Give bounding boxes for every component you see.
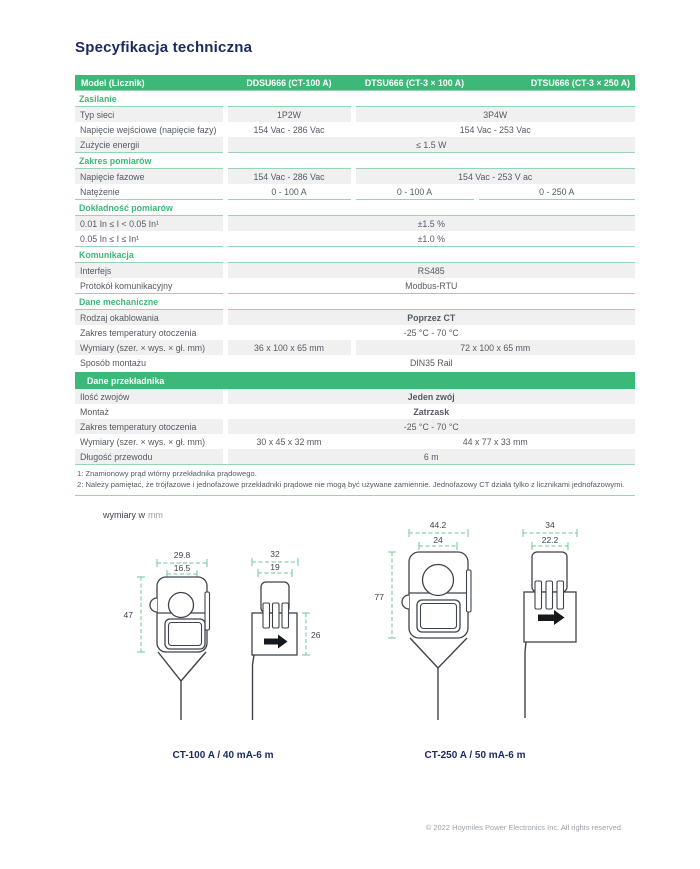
- row-value: 44 x 77 x 33 mm: [353, 434, 635, 449]
- spec-table: [75, 75, 635, 464]
- row-value: 154 Vac - 286 Vac: [225, 169, 353, 185]
- dimension-label: 19: [270, 562, 280, 572]
- spec-section: [75, 75, 635, 496]
- dimension-label: 47: [123, 610, 133, 620]
- ct100-front-view: [124, 550, 210, 720]
- dimension-label: 44.2: [429, 520, 447, 530]
- row-label: Napięcie wejściowe (napięcie fazy): [75, 122, 225, 137]
- row-value: -25 °C - 70 °C: [225, 419, 635, 434]
- row-label: Wymiary (szer. × wys. × gł. mm): [75, 434, 225, 449]
- dimension-label: 24: [433, 535, 443, 545]
- row-value: -25 °C - 70 °C: [225, 325, 635, 340]
- dimension-label: 16.5: [173, 563, 191, 573]
- row-value: 3P4W: [353, 107, 635, 123]
- spec-row: [75, 340, 635, 355]
- row-value: 72 x 100 x 65 mm: [353, 340, 635, 355]
- row-label: Ilość zwojów: [75, 389, 225, 404]
- spec-row: [75, 169, 635, 185]
- section-title: Dane mechaniczne: [75, 294, 635, 310]
- row-value: 0 - 250 A: [476, 184, 635, 200]
- spec-row: [75, 137, 635, 153]
- row-value: 154 Vac - 253 V ac: [353, 169, 635, 185]
- header-ddsu666: DDSU666 (CT-100 A): [225, 75, 353, 91]
- row-value: Jeden zwój: [225, 389, 635, 404]
- dimension-label: 26: [311, 630, 321, 640]
- section-title-row: [75, 247, 635, 263]
- row-value: 0 - 100 A: [225, 184, 353, 200]
- section-title-row: [75, 91, 635, 107]
- spec-row: [75, 404, 635, 419]
- row-value: 0 - 100 A: [353, 184, 476, 200]
- row-value: 6 m: [225, 449, 635, 464]
- ct100-side-view: [252, 549, 321, 720]
- row-label: Interfejs: [75, 263, 225, 279]
- section-title-row: [75, 200, 635, 216]
- header-dtsu666-250: DTSU666 (CT-3 × 250 A): [476, 75, 635, 91]
- row-value: Modbus-RTU: [225, 278, 635, 294]
- row-value: RS485: [225, 263, 635, 279]
- spec-row: [75, 263, 635, 279]
- row-label: Wymiary (szer. × wys. × gł. mm): [75, 340, 225, 355]
- row-value: ≤ 1.5 W: [225, 137, 635, 153]
- row-value: Poprzez CT: [225, 310, 635, 326]
- header-dtsu666-100: DTSU666 (CT-3 × 100 A): [353, 75, 476, 91]
- row-label: 0.05 In ≤ I ≤ In¹: [75, 231, 225, 247]
- dimension-label: 32: [270, 549, 280, 559]
- spec-row: [75, 107, 635, 123]
- dimension-label: 77: [374, 592, 384, 602]
- section-title-row: [75, 371, 635, 389]
- footnote-1: 1: Znamionowy prąd wtórny przekładnika prądowego.: [77, 469, 257, 478]
- diagram-caption-ct100: CT-100 A / 40 mA-6 m: [172, 750, 274, 761]
- ct250-side-view: [523, 520, 577, 718]
- row-value: 36 x 100 x 65 mm: [225, 340, 353, 355]
- section-title-row: [75, 294, 635, 310]
- header-model: Model (Licznik): [75, 75, 225, 91]
- section-title: Dane przekładnika: [75, 371, 635, 389]
- row-label: Montaż: [75, 404, 225, 419]
- row-label: Długość przewodu: [75, 449, 225, 464]
- spec-row: [75, 231, 635, 247]
- spec-row: [75, 355, 635, 371]
- section-title: Zakres pomiarów: [75, 153, 635, 169]
- spec-row: [75, 419, 635, 434]
- footnote-2: 2: Należy pamiętać, że trójfazowe i jednofazowe przekładniki prądowe nie mogą być używane zamiennie. Jednofazowy CT działa tylko z licznikami jednofazowymi.: [77, 480, 625, 489]
- row-value: ±1.0 %: [225, 231, 635, 247]
- row-label: Sposób montażu: [75, 355, 225, 371]
- row-label: Zużycie energii: [75, 137, 225, 153]
- row-value: ±1.5 %: [225, 216, 635, 232]
- spec-row: [75, 184, 635, 200]
- section-title: Dokładność pomiarów: [75, 200, 635, 216]
- copyright-notice: © 2022 Hoymiles Power Electronics Inc. All rights reserved.: [425, 823, 623, 832]
- page-title: Specyfikacja techniczna: [75, 39, 253, 56]
- footnotes: [75, 464, 635, 496]
- section-title-row: [75, 153, 635, 169]
- dimension-label: 34: [545, 520, 555, 530]
- row-value: DIN35 Rail: [225, 355, 635, 371]
- table-header-row: [75, 75, 635, 91]
- spec-row: [75, 310, 635, 326]
- row-value: 1P2W: [225, 107, 353, 123]
- diagram-caption-ct250: CT-250 A / 50 mA-6 m: [424, 750, 526, 761]
- units-text: wymiary w: [103, 510, 145, 520]
- row-label: Protokół komunikacyjny: [75, 278, 225, 294]
- row-label: Rodzaj okablowania: [75, 310, 225, 326]
- section-title: Zasilanie: [75, 91, 635, 107]
- spec-row: [75, 325, 635, 340]
- section-title: Komunikacja: [75, 247, 635, 263]
- dimension-label: 29.8: [173, 550, 191, 560]
- spec-row: [75, 449, 635, 464]
- dimension-diagrams: [55, 505, 675, 815]
- row-label: Zakres temperatury otoczenia: [75, 325, 225, 340]
- spec-row: [75, 122, 635, 137]
- row-value: 154 Vac - 253 Vac: [353, 122, 635, 137]
- row-label: Typ sieci: [75, 107, 225, 123]
- row-label: Natężenie: [75, 184, 225, 200]
- row-label: Zakres temperatury otoczenia: [75, 419, 225, 434]
- row-value: 154 Vac - 286 Vac: [225, 122, 353, 137]
- units-unit: mm: [148, 510, 163, 520]
- spec-row: [75, 278, 635, 294]
- dimension-label: 22.2: [541, 535, 559, 545]
- row-value: Zatrzask: [225, 404, 635, 419]
- spec-row: [75, 216, 635, 232]
- row-value: 30 x 45 x 32 mm: [225, 434, 353, 449]
- ct250-front-view: [375, 520, 471, 720]
- row-label: Napięcie fazowe: [75, 169, 225, 185]
- spec-row: [75, 434, 635, 449]
- row-label: 0.01 In ≤ I < 0.05 In¹: [75, 216, 225, 232]
- spec-row: [75, 389, 635, 404]
